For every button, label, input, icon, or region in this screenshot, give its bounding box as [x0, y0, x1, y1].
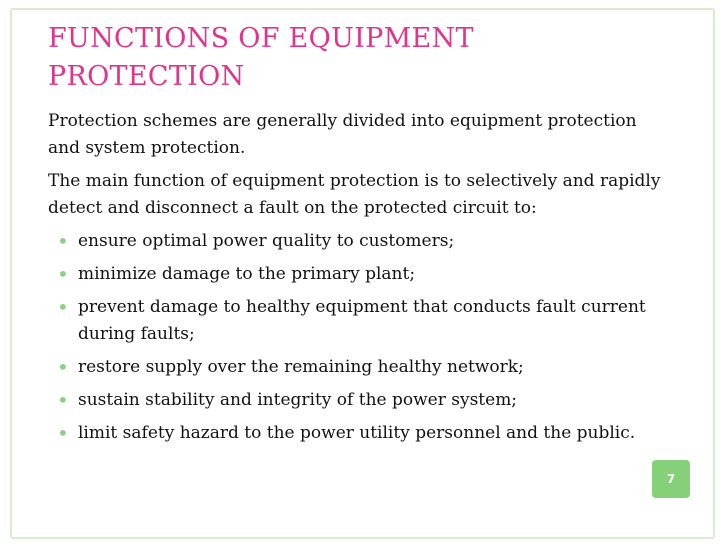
bullet-icon: • — [57, 421, 69, 445]
bullet-icon: • — [57, 388, 69, 412]
bullet-icon: • — [57, 355, 69, 379]
bullet-text: limit safety hazard to the power utility personnel and the public. — [78, 423, 636, 443]
bullet-item — [48, 261, 668, 288]
bullet-text: restore supply over the remaining healthy network; — [78, 357, 524, 377]
bullet-item — [48, 228, 668, 255]
bullet-item — [48, 420, 668, 447]
bullet-item — [48, 294, 668, 348]
slide-body — [48, 108, 668, 453]
bullet-item — [48, 387, 668, 414]
bullet-icon: • — [57, 262, 69, 286]
page-number-badge: 7 — [652, 460, 690, 498]
bullet-text: sustain stability and integrity of the power system; — [78, 390, 518, 410]
bullet-item — [48, 354, 668, 381]
slide-title: FUNCTIONS OF EQUIPMENT PROTECTION — [48, 23, 474, 92]
bullet-text: minimize damage to the primary plant; — [78, 264, 416, 284]
bullet-list — [48, 228, 668, 447]
paragraph-intro: Protection schemes are generally divided into equipment protection and system protection. — [48, 111, 637, 158]
bullet-text: prevent damage to healthy equipment that conducts fault current during faults; — [78, 297, 646, 344]
paragraph-main-function: The main function of equipment protection is to selectively and rapidly detect and disconnect a fault on the protected circuit to: — [48, 171, 661, 218]
bullet-icon: • — [57, 229, 69, 253]
bullet-icon: • — [57, 295, 69, 319]
bullet-text: ensure optimal power quality to customers; — [78, 231, 455, 251]
